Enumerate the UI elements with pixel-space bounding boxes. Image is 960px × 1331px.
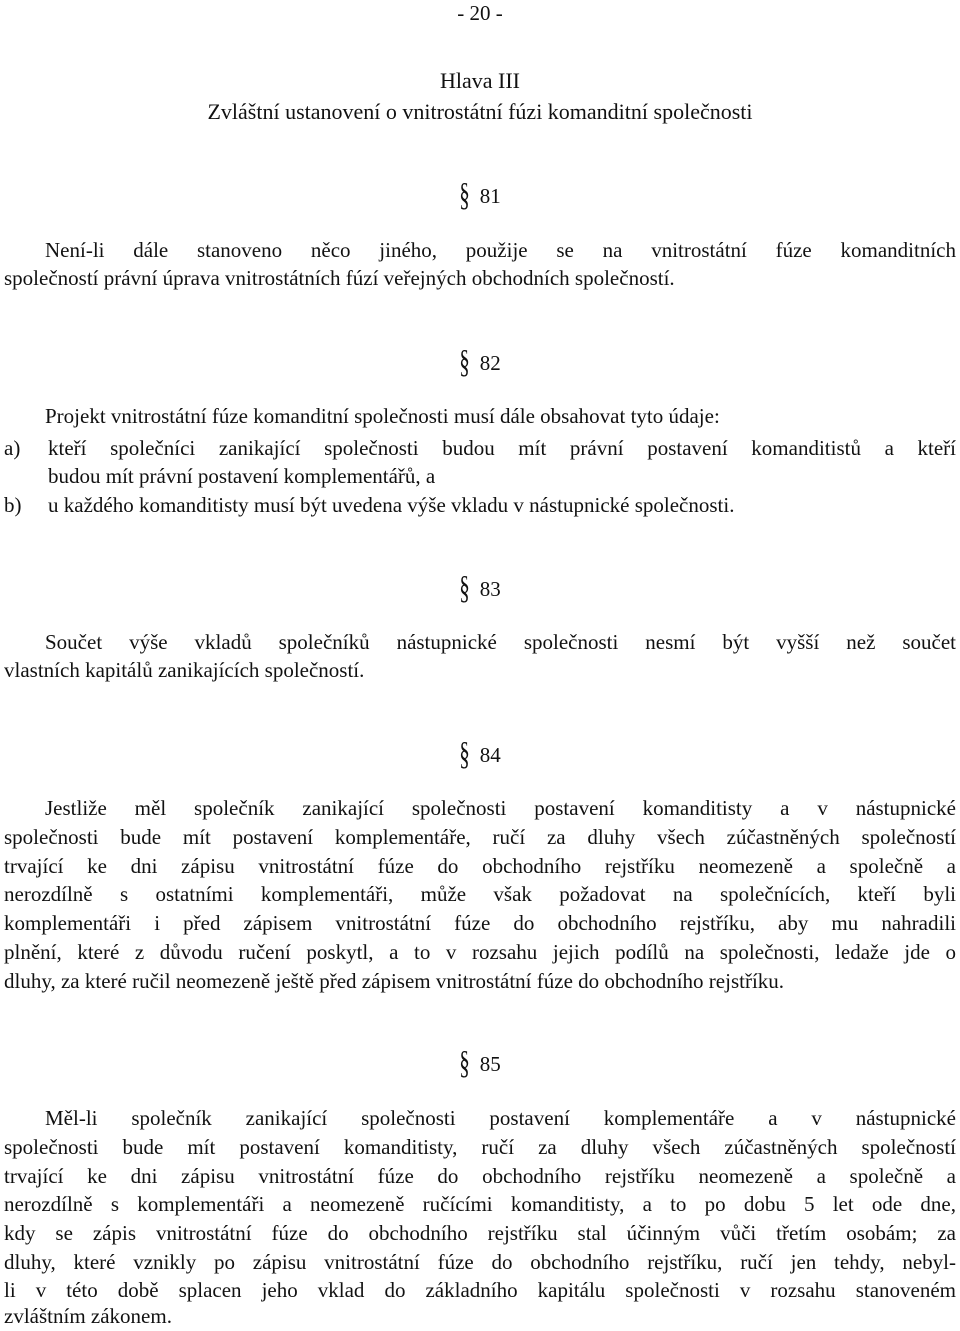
paragraph-line: nerozdílně s ostatními komplementáři, může však požadovat na společnících, kteří byli [4,882,956,906]
chapter-title: Hlava III [439,68,520,93]
paragraph-line: dluhy, za které ručil neomezeně ještě před zápisem vnitrostátní fúze do obchodního rejstříku. [4,969,785,993]
paragraph-line: společností právní úprava vnitrostátních fúzí veřejných obchodních společností. [4,266,675,290]
section-sign: § [459,342,470,381]
paragraph-line: plnění, které z důvodu ručení poskytl, a to v rozsahu jejich podílů na společnosti, ledaže jde o [4,940,956,964]
paragraph-line: Měl-li společník zanikající společnosti postavení komplementáře a v nástupnické [45,1106,956,1130]
section-heading-85 [0,1043,960,1082]
list-item-line: budou mít právní postavení komplementářů, a [48,464,436,488]
section-number: 85 [479,1052,501,1076]
paragraph-line: trvající ke dni zápisu vnitrostátní fúze do obchodního rejstříku neomezeně a společně a [4,1164,956,1188]
page-number: - 20 - [457,1,503,25]
list-item-label: a) [4,436,21,460]
paragraph-intro: Projekt vnitrostátní fúze komanditní společnosti musí dále obsahovat tyto údaje: [45,404,720,428]
list-item-line: kteří společníci zanikající společnosti budou mít právní postavení komanditistů a kteří [48,436,956,460]
paragraph-line: kdy se zápis vnitrostátní fúze do obchodního rejstříku stal účinným vůči třetím osobám; za [4,1221,956,1245]
paragraph-line: Není-li dále stanoveno něco jiného, použije se na vnitrostátní fúze komanditních [45,238,956,262]
section-sign: § [459,734,470,773]
section-heading-83 [0,568,960,607]
paragraph-line: Součet výše vkladů společníků nástupnické společnosti nesmí být vyšší než součet [45,630,956,654]
paragraph-line: dluhy, které vznikly po zápisu vnitrostátní fúze do obchodního rejstříku, ručí jen tehdy, nebyl- [4,1250,956,1274]
paragraph-line: zvláštním zákonem. [4,1304,172,1328]
chapter-subtitle: Zvláštní ustanovení o vnitrostátní fúzi komanditní společnosti [207,99,753,124]
section-heading-82 [0,342,960,381]
paragraph-line: společnosti bude mít postavení komplementáře, ručí za dluhy všech zúčastněných společností [4,825,956,849]
section-heading-84 [0,734,960,773]
section-sign: § [459,1043,470,1082]
paragraph-line: společnosti bude mít postavení komanditisty, ručí za dluhy všech zúčastněných společností [4,1135,956,1159]
section-sign: § [459,568,470,607]
paragraph-line: nerozdílně s komplementáři a neomezeně ručícími komanditisty, a to po dobu 5 let ode dne, [4,1192,956,1216]
section-heading-81 [0,175,960,214]
section-number: 81 [479,184,501,208]
list-item-line: u každého komanditisty musí být uvedena výše vkladu v nástupnické společnosti. [48,493,735,517]
paragraph-line: trvající ke dni zápisu vnitrostátní fúze do obchodního rejstříku neomezeně a společně a [4,854,956,878]
paragraph-line: Jestliže měl společník zanikající společnosti postavení komanditisty a v nástupnické [45,796,956,820]
section-number: 84 [479,743,501,767]
section-sign: § [459,175,470,214]
list-item-label: b) [4,493,22,517]
paragraph-line: komplementáři i před zápisem vnitrostátní fúze do obchodního rejstříku, aby mu nahradili [4,911,956,935]
paragraph-line: vlastních kapitálů zanikajících společností. [4,658,365,682]
section-number: 82 [479,351,501,375]
paragraph-line: li v této době splacen jeho vklad do základního kapitálu společnosti v rozsahu stanoveném [4,1278,956,1302]
section-number: 83 [479,577,501,601]
